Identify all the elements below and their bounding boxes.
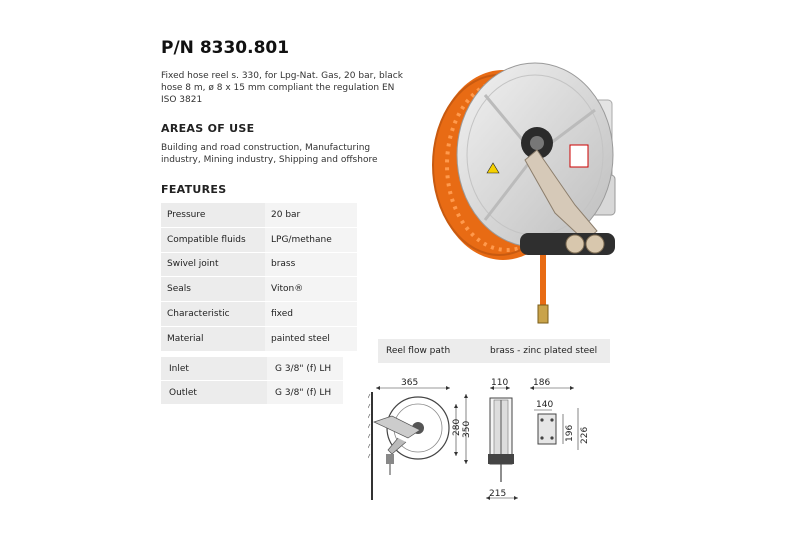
dimension-drawings — [368, 370, 603, 505]
table-row — [161, 326, 357, 351]
features-heading: FEATURES — [161, 183, 227, 196]
table-row — [161, 203, 357, 227]
bracket-outline — [538, 414, 556, 444]
dim-bracket-inner: 140 — [536, 400, 554, 410]
table-row — [161, 381, 343, 405]
feature-value: Viton® — [265, 277, 357, 302]
dim-front-width: 110 — [491, 378, 509, 388]
dim-bracket-h2: 226 — [580, 426, 590, 444]
feature-value: fixed — [265, 302, 357, 327]
flow-path-label: Reel flow path — [386, 346, 451, 356]
areas-of-use-text: Building and road construction, Manufacturing industry, Mining industry, Shipping and offshore — [161, 143, 378, 165]
part-number: P/N 8330.801 — [161, 38, 290, 58]
table-row — [161, 277, 357, 302]
dim-outer-height: 350 — [462, 420, 472, 438]
dim-bracket-h1: 196 — [565, 424, 575, 442]
dim-front-base: 215 — [489, 489, 507, 499]
connection-label: Inlet — [161, 357, 267, 381]
connection-value: G 3/8" (f) LH — [267, 381, 343, 405]
features-table — [161, 203, 357, 352]
feature-value: brass — [265, 252, 357, 277]
dim-inner-height: 280 — [452, 418, 462, 436]
flow-path-row — [378, 339, 610, 363]
connection-value: G 3/8" (f) LH — [267, 357, 343, 381]
table-row — [161, 302, 357, 327]
hose-reel-photo — [425, 55, 625, 340]
feature-label: Seals — [161, 277, 265, 302]
table-row — [161, 227, 357, 252]
flow-path-value: brass - zinc plated steel — [490, 346, 598, 356]
feature-label: Swivel joint — [161, 252, 265, 277]
table-row — [161, 252, 357, 277]
feature-value: painted steel — [265, 326, 357, 351]
feature-label: Compatible fluids — [161, 227, 265, 252]
table-row — [161, 357, 343, 381]
connection-label: Outlet — [161, 381, 267, 405]
dim-bracket-width: 186 — [533, 378, 551, 388]
feature-value: LPG/methane — [265, 227, 357, 252]
dim-side-width: 365 — [401, 378, 419, 388]
feature-label: Characteristic — [161, 302, 265, 327]
areas-of-use-heading: AREAS OF USE — [161, 122, 255, 135]
feature-value: 20 bar — [265, 203, 357, 227]
connections-table — [161, 357, 343, 405]
product-description: Fixed hose reel s. 330, for Lpg-Nat. Gas, 20 bar, black hose 8 m, ø 8 x 15 mm compliant the regulation EN ISO 3821 — [161, 71, 403, 105]
feature-label: Pressure — [161, 203, 265, 227]
feature-label: Material — [161, 326, 265, 351]
